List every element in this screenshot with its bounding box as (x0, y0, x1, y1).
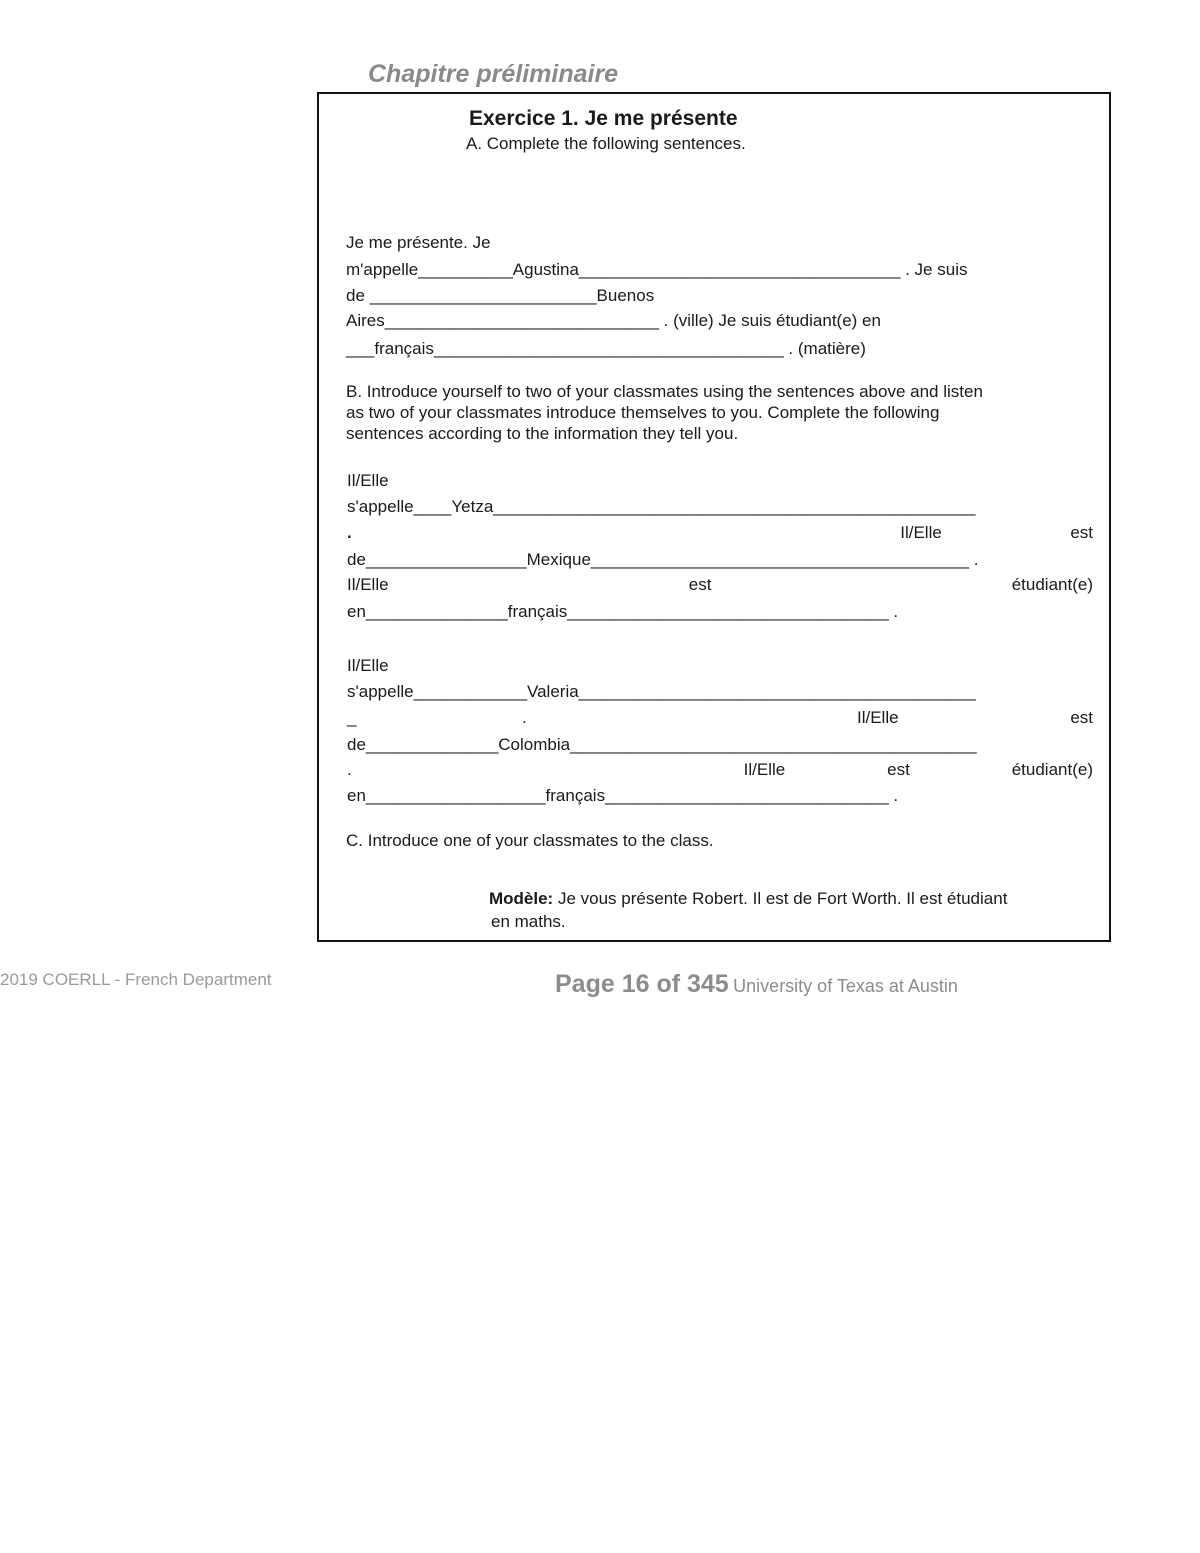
classmate-1-line: de_________________Mexique________________________________________ . (347, 550, 979, 569)
text-fragment: est (1070, 708, 1093, 727)
instruction-a: A. Complete the following sentences. (466, 134, 746, 153)
exercise-title: Exercice 1. Je me présente (469, 107, 738, 130)
modele-label: Modèle: (489, 889, 554, 908)
section-a-line: Aires_____________________________ . (ville) Je suis étudiant(e) en (346, 311, 881, 330)
section-a-line: de ________________________Buenos (346, 286, 655, 305)
section-b-instruction: sentences according to the information they tell you. (346, 424, 739, 443)
classmate-1-line: s'appelle____Yetza___________________________________________________ (347, 497, 976, 516)
text-fragment: . (522, 708, 527, 727)
classmate-2-line: en___________________français______________________________ . (347, 786, 899, 805)
page-number: Page 16 of 345 (555, 970, 729, 998)
section-a-line: m'appelle__________Agustina__________________________________ . Je suis (346, 260, 968, 279)
text-fragment: . (347, 523, 352, 542)
classmate-2-line: Il/Elle (347, 656, 389, 675)
classmate-1-line: en_______________français__________________________________ . (347, 602, 899, 621)
footer-copyright: 2019 COERLL - French Department (0, 970, 272, 989)
text-fragment: est (887, 760, 910, 779)
classmate-1-line (347, 522, 1093, 544)
text-fragment: _ (347, 708, 357, 727)
section-a-line: ___français_____________________________________ . (matière) (346, 339, 866, 358)
text-fragment: est (688, 575, 712, 594)
text-fragment: étudiant(e) (1011, 760, 1093, 779)
footer-university: University of Texas at Austin (733, 976, 958, 996)
classmate-1-line: Il/Elle (347, 471, 389, 490)
modele-line (489, 888, 1007, 910)
modele-line: en maths. (491, 912, 566, 931)
exercise-box (317, 92, 1111, 942)
classmate-2-line: s'appelle____________Valeria__________________________________________ (347, 682, 976, 701)
classmate-1-line (347, 574, 1093, 596)
section-c-instruction: C. Introduce one of your classmates to the class. (346, 831, 714, 850)
modele-text: Je vous présente Robert. Il est de Fort Worth. Il est étudiant (553, 889, 1008, 908)
section-a-line: Je me présente. Je (346, 233, 491, 252)
footer-page (555, 970, 958, 999)
section-b-instruction: B. Introduce yourself to two of your classmates using the sentences above and listen (346, 382, 983, 401)
text-fragment: . (347, 760, 352, 779)
section-b-instruction: as two of your classmates introduce themselves to you. Complete the following (346, 403, 940, 422)
classmate-2-line: de______________Colombia___________________________________________ (347, 735, 977, 754)
classmate-2-line (347, 707, 1093, 729)
text-fragment: Il/Elle (743, 760, 786, 779)
classmate-2-line (347, 759, 1093, 781)
text-fragment: étudiant(e) (1011, 575, 1093, 594)
text-fragment: est (1070, 523, 1093, 542)
text-fragment: Il/Elle (857, 708, 899, 727)
text-fragment: Il/Elle (347, 575, 389, 594)
chapter-title: Chapitre préliminaire (368, 60, 619, 88)
text-fragment: Il/Elle (900, 523, 942, 542)
